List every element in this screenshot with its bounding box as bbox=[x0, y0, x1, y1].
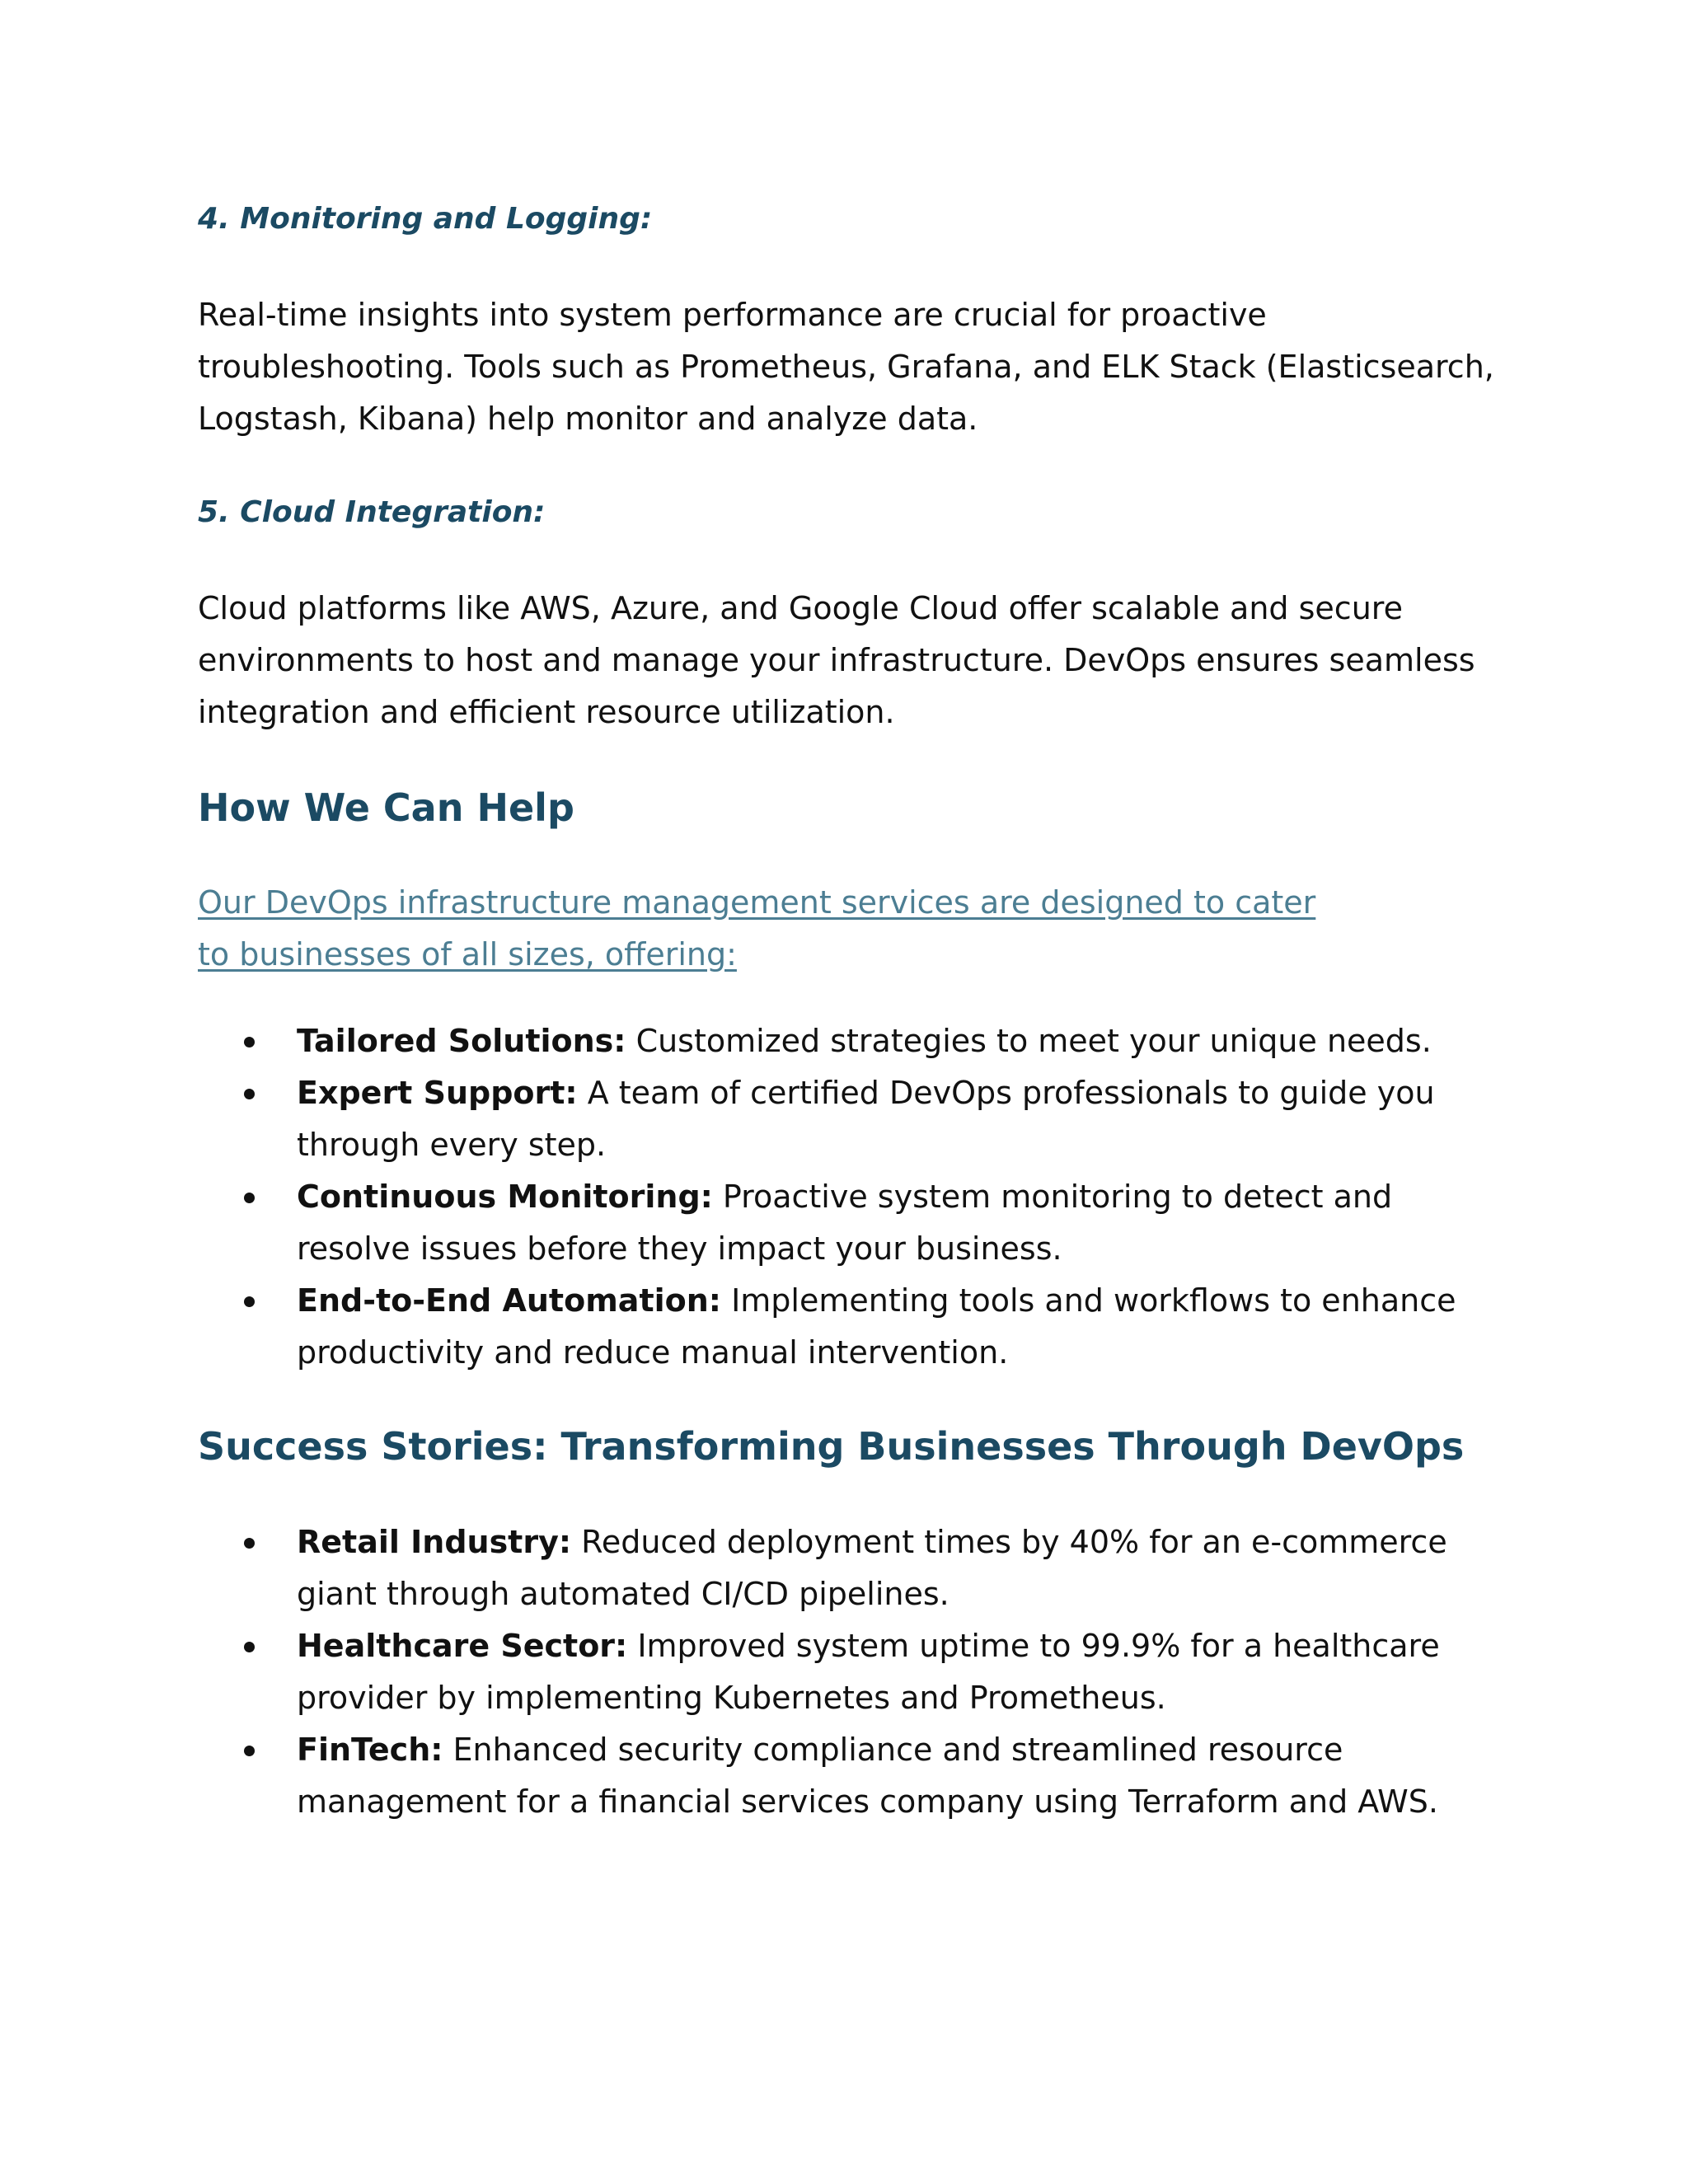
bullet-icon bbox=[244, 1037, 255, 1047]
list-item: Healthcare Sector: Improved system uptime to 99.9% for a healthcare provider by implementing Kubernetes and Prometheus. bbox=[198, 1620, 1500, 1724]
cloud-heading: 5. Cloud Integration: bbox=[198, 495, 546, 529]
success-heading: Success Stories: Transforming Businesses Through DevOps bbox=[198, 1424, 1465, 1469]
help-list bbox=[198, 1015, 1500, 1379]
list-item: Continuous Monitoring: Proactive system monitoring to detect and resolve issues before they impact your business. bbox=[198, 1171, 1500, 1275]
list-item: Expert Support: A team of certified DevOps professionals to guide you through every step. bbox=[198, 1067, 1500, 1171]
monitoring-paragraph: Real-time insights into system performance are crucial for proactive troubleshooting. Tools such as Prometheus, Grafana, and ELK Stack (Elasticsearch, Logstash, Kibana) help monitor and analyze data. bbox=[198, 297, 1494, 437]
list-item: End-to-End Automation: Implementing tools and workflows to enhance productivity and reduce manual intervention. bbox=[198, 1275, 1500, 1379]
success-list bbox=[198, 1516, 1500, 1828]
monitoring-heading: 4. Monitoring and Logging: bbox=[198, 202, 653, 236]
bullet-icon bbox=[244, 1296, 255, 1307]
list-item: Retail Industry: Reduced deployment times by 40% for an e-commerce giant through automated CI/CD pipelines. bbox=[198, 1516, 1500, 1620]
list-item: FinTech: Enhanced security compliance and streamlined resource management for a financial services company using Terraform and AWS. bbox=[198, 1724, 1500, 1828]
help-heading: How We Can Help bbox=[198, 785, 574, 830]
bullet-icon bbox=[244, 1089, 255, 1099]
services-link[interactable]: Our DevOps infrastructure management services are designed to cater to businesses of all sizes, offering: bbox=[198, 884, 1316, 972]
cloud-paragraph: Cloud platforms like AWS, Azure, and Google Cloud offer scalable and secure environments to host and manage your infrastructure. DevOps ensures seamless integration and efficient resource utilization. bbox=[198, 590, 1475, 730]
bullet-icon bbox=[244, 1642, 255, 1652]
bullet-icon bbox=[244, 1193, 255, 1203]
list-item: Tailored Solutions: Customized strategies to meet your unique needs. bbox=[198, 1015, 1500, 1067]
bullet-icon bbox=[244, 1746, 255, 1756]
bullet-icon bbox=[244, 1538, 255, 1549]
